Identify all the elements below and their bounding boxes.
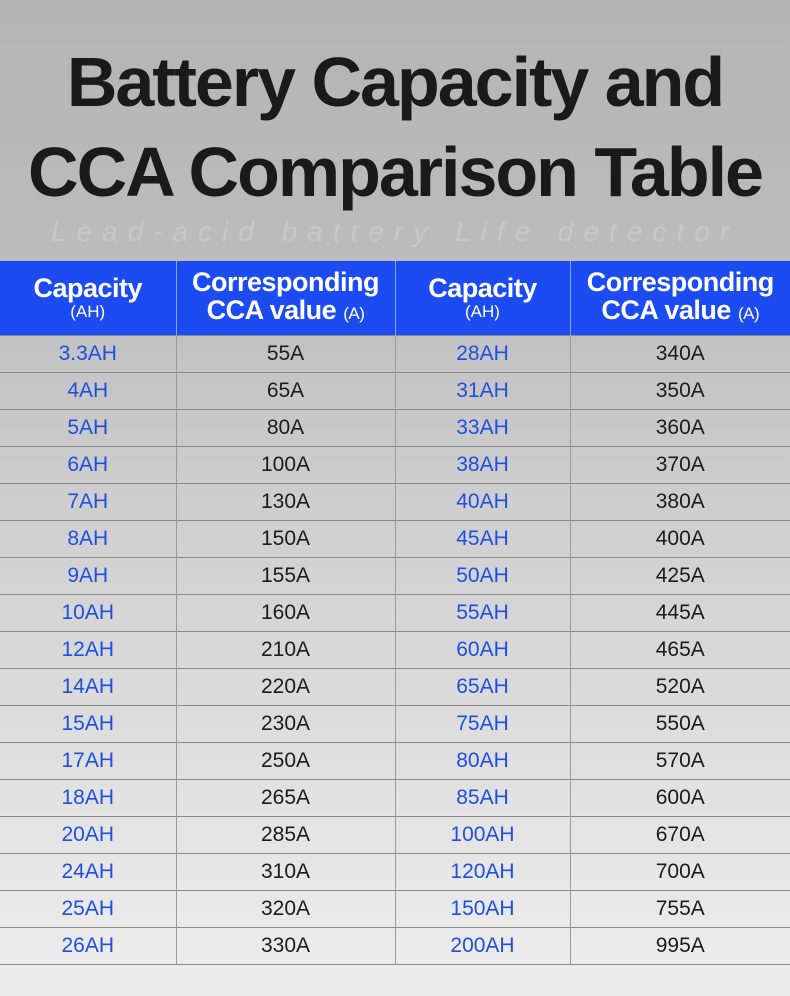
capacity-cell: 65AH — [395, 669, 570, 706]
cca-value-cell: 350A — [570, 373, 790, 410]
cca-value-cell: 285A — [176, 817, 395, 854]
table-row — [0, 336, 790, 373]
capacity-cell: 3.3AH — [0, 336, 176, 373]
capacity-cell: 7AH — [0, 484, 176, 521]
capacity-cell: 17AH — [0, 743, 176, 780]
capacity-cell: 55AH — [395, 595, 570, 632]
capacity-cell: 24AH — [0, 854, 176, 891]
header-cca-label-line1: Corresponding — [586, 267, 774, 297]
table-row — [0, 447, 790, 484]
header-cca-label-line1: Corresponding — [192, 267, 379, 297]
capacity-cell: 15AH — [0, 706, 176, 743]
cca-value-cell: 55A — [176, 336, 395, 373]
cca-value-cell: 380A — [570, 484, 790, 521]
header-cca-label-line2: CCA value — [601, 295, 731, 325]
cca-value-cell: 570A — [570, 743, 790, 780]
cca-value-cell: 360A — [570, 410, 790, 447]
header-cca-unit: (A) — [343, 304, 365, 323]
table-row — [0, 558, 790, 595]
cca-value-cell: 155A — [176, 558, 395, 595]
header-capacity-left — [0, 261, 176, 336]
cca-value-cell: 370A — [570, 447, 790, 484]
table-row — [0, 706, 790, 743]
table-row — [0, 373, 790, 410]
table-row — [0, 521, 790, 558]
page-title-line-2: CCA Comparison Table — [28, 133, 762, 211]
cca-value-cell: 330A — [176, 928, 395, 965]
capacity-cell: 80AH — [395, 743, 570, 780]
cca-value-cell: 550A — [570, 706, 790, 743]
cca-value-cell: 320A — [176, 891, 395, 928]
capacity-cell: 200AH — [395, 928, 570, 965]
capacity-cell: 20AH — [0, 817, 176, 854]
cca-value-cell: 265A — [176, 780, 395, 817]
table-row — [0, 854, 790, 891]
cca-value-cell: 310A — [176, 854, 395, 891]
capacity-cell: 12AH — [0, 632, 176, 669]
cca-value-cell: 670A — [570, 817, 790, 854]
bottom-strip — [0, 968, 790, 996]
header-capacity-label: Capacity — [33, 273, 143, 303]
cca-value-cell: 250A — [176, 743, 395, 780]
cca-value-cell: 465A — [570, 632, 790, 669]
header-cca-left — [176, 261, 395, 336]
table-row — [0, 928, 790, 965]
capacity-cell: 9AH — [0, 558, 176, 595]
cca-value-cell: 400A — [570, 521, 790, 558]
capacity-cell: 33AH — [395, 410, 570, 447]
cca-value-cell: 230A — [176, 706, 395, 743]
capacity-cell: 26AH — [0, 928, 176, 965]
header-capacity-unit: (AH) — [70, 302, 106, 321]
table-row — [0, 595, 790, 632]
table-row — [0, 484, 790, 521]
table-row — [0, 669, 790, 706]
capacity-cell: 50AH — [395, 558, 570, 595]
capacity-cell: 31AH — [395, 373, 570, 410]
cca-value-cell: 150A — [176, 521, 395, 558]
capacity-cell: 8AH — [0, 521, 176, 558]
capacity-cell: 120AH — [395, 854, 570, 891]
table-row — [0, 743, 790, 780]
cca-value-cell: 65A — [176, 373, 395, 410]
cca-value-cell: 130A — [176, 484, 395, 521]
page-title-line-1: Battery Capacity and — [66, 43, 724, 121]
capacity-cell: 85AH — [395, 780, 570, 817]
header-cca-unit: (A) — [737, 304, 760, 323]
cca-value-cell: 995A — [570, 928, 790, 965]
capacity-cell: 4AH — [0, 373, 176, 410]
cca-value-cell: 520A — [570, 669, 790, 706]
cca-value-cell: 755A — [570, 891, 790, 928]
capacity-cell: 25AH — [0, 891, 176, 928]
table-row — [0, 891, 790, 928]
cca-value-cell: 210A — [176, 632, 395, 669]
cca-value-cell: 340A — [570, 336, 790, 373]
capacity-cell: 100AH — [395, 817, 570, 854]
capacity-cell: 18AH — [0, 780, 176, 817]
capacity-cell: 60AH — [395, 632, 570, 669]
title-block — [0, 0, 790, 262]
table-row — [0, 632, 790, 669]
table-body — [0, 336, 790, 965]
capacity-cell: 40AH — [395, 484, 570, 521]
table-row — [0, 780, 790, 817]
header-capacity-label: Capacity — [428, 273, 537, 303]
table-row — [0, 817, 790, 854]
cca-value-cell: 600A — [570, 780, 790, 817]
capacity-cca-table — [0, 261, 790, 965]
capacity-cell: 6AH — [0, 447, 176, 484]
capacity-cell: 38AH — [395, 447, 570, 484]
capacity-cell: 28AH — [395, 336, 570, 373]
header-cca-right — [570, 261, 790, 336]
cca-value-cell: 445A — [570, 595, 790, 632]
capacity-cell: 5AH — [0, 410, 176, 447]
capacity-cell: 10AH — [0, 595, 176, 632]
header-cca-label-line2: CCA value — [206, 295, 337, 325]
cca-value-cell: 160A — [176, 595, 395, 632]
capacity-cell: 150AH — [395, 891, 570, 928]
cca-value-cell: 425A — [570, 558, 790, 595]
cca-value-cell: 100A — [176, 447, 395, 484]
cca-value-cell: 220A — [176, 669, 395, 706]
table-row — [0, 410, 790, 447]
header-capacity-unit: (AH) — [465, 302, 500, 321]
cca-value-cell: 700A — [570, 854, 790, 891]
header-capacity-right — [395, 261, 570, 336]
capacity-cell: 14AH — [0, 669, 176, 706]
capacity-cell: 45AH — [395, 521, 570, 558]
capacity-cell: 75AH — [395, 706, 570, 743]
cca-value-cell: 80A — [176, 410, 395, 447]
table-header-row — [0, 261, 790, 336]
page-subtitle: Lead-acid battery Life detector — [50, 216, 740, 247]
